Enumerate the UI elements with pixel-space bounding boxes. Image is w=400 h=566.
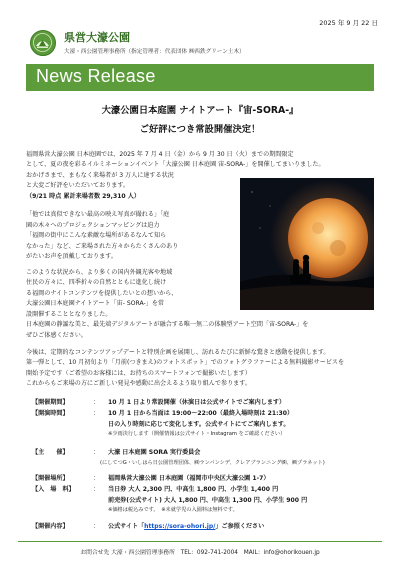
period-value: 10 月 1 日より常設開催（休演日は公式サイトでご案内します）	[108, 399, 286, 406]
body-line: と大変ご好評をいただいております。	[26, 182, 130, 189]
body-line: ぜひご体感ください。	[26, 332, 87, 339]
body-line: なかった」など、ご来場された方々からたくさんのあり	[26, 243, 179, 250]
body-line: る福岡のナイトコンテンツを提供したいとの想いから、	[26, 290, 178, 297]
park-logo-icon	[30, 30, 56, 56]
venue-label: 【開催場所】	[32, 475, 69, 482]
park-name: 県営大濠公園	[64, 31, 130, 44]
period-label: 【開催期間】	[32, 399, 69, 406]
body-line: このような状況から、より多くの国内外観光客や地域	[26, 269, 173, 276]
venue-value: 福岡県営大濠公園 日本庭園（福岡市中央区大濠公園 1-7）	[108, 475, 270, 482]
hours-label: 【開演時間】	[32, 410, 69, 417]
footer-divider	[18, 541, 382, 542]
content-label: 【開催内容】	[32, 523, 69, 530]
fee-label: 【入 場 料】	[32, 486, 75, 493]
hours-note: ※少雨決行します（開催情報は公式サイト・Instagram をご確認ください）	[108, 431, 286, 437]
hours-value: 10 月 1 日から当面は 19:00～22:00（最終入場時刻は 21:30）	[108, 410, 294, 417]
release-date: 2025 年 9 月 22 日	[319, 19, 378, 27]
headline-line-2: ご好評につき常設開催決定！	[139, 124, 261, 135]
body-line: これからもご来場の方にご新しい発見や感動に出会えるよう取り組んで参ります。	[26, 380, 251, 387]
body-line: がたいお声を頂戴しております。	[26, 253, 117, 260]
organizer-value: 大濠 日本庭園 SORA 実行委員会	[108, 449, 201, 456]
news-release-banner	[26, 64, 374, 91]
visitor-count: （9/21 時点 累計来場者数 29,310 人）	[26, 193, 140, 200]
body-line: おかげさまで、まもなく来場者が 3 万人に達する状況	[26, 172, 174, 179]
press-release-page: 2025 年 9 月 22 日 県営大濠公園 大濠・西公園管理事務所（指定管理者：代表団体 ㈱西鉄グリーン土木） News Release 大濠公園日本庭園 ナイトアート『宙-SORA-』 ご好評につき常設開催決定！ 福岡県営大濠公園 日本庭園では、2025 年 7 月 4 日（金）から 9 月 30 日（火）までの期間限定 として、夏の夜を彩るイルミネーションイベント「大濠公園 日本庭園 宙-SORA-」を開催してまいりました。 おかげさまで、まもなく来場者が 3 万人に達する状況 と大変ご好評をいただいております。 （9/21 時点 累計来場者数 29,310 人） 「他では真似できない最高の映え写真が撮れる」「庭 園の木々へのプロジェクションマッピングは迫力 「福岡の街中にこんな素敵な場所があるなんて知ら なかった」など、ご来場された方々からたくさんのあり がたいお声を頂戴しております。 このような状況から、より多くの国内外観光客や地域 住民の方々に、四季折々の自然とともに進化し続け る福岡のナイトコンテンツを提供したいとの想いから、 大濠公園日本庭園ナイトアート「宙- SORA-」を常 設開催することとなりました。 日本庭園の静謐な美と、最先端デジタルアートが融合する唯一無二の体験型アート空間「宙-SORA-」を ぜひご体感ください。 今後は、定期的なコンテンツアップデートと特別企画を展開し、訪れるたびに新鮮な驚きと感動を提供します。 第一弾として、10 月初旬より「月前(つきまえ)のフォトスポット」でのフォトグラファーによる無料撮影サービスを 開始予定です（ご希望のお客様には、お持ちのスマートフォンで撮影いたします） これからもご来場の方にご新しい発見や感動に出会えるよう取り組んで参ります。 【開催期間】 ： 10 月 1 日より常設開催（休演日は公式サイトでご案内します） 【開演時間】 ： 10 月 1 日から当面は 19:00～22:00（最終入場時刻は 21:30） 日の入り時刻に応じて変化します。公式サイトにてご案内します。 ※少雨決行します（開催情報は公式サイト・Instagram をご確認ください） 【主 催】 ： 大濠 日本庭園 SORA 実行委員会 (にしてつG・いしはら日公園管理団体、㈱ランバンシデ、クレアブランニング㈱、㈱プラネット) 【開催場所】 ： 福岡県営大濠公園 日本庭園（福岡市中央区大濠公園 1-7） 【入 場 料】 ： 当日券 大人 2,300 円、中高生 1,800 円、小学生 1,400 円 前売券(公式サイト) 大人 1,800 円、中高生 1,300 円、小学生 900 円 ※価格は税込みです。 ※未就学児の入園料は無料です。 【開催内容】 ： 公式サイト「https://sora-ohori.jp/」ご参照ください お問合せ先 大濠・西公園管理事務所 TEL：092-741-2004 MAIL：info@ohorikouen.jp	[0, 0, 400, 566]
body-line: 開始予定です（ご希望のお客様には、お持ちのスマートフォンで撮影いたします）	[26, 370, 251, 377]
body-line: 大濠公園日本庭園ナイトアート「宙- SORA-」を常	[26, 300, 165, 307]
content-value: 公式サイト「https://sora-ohori.jp/」ご参照ください	[108, 523, 265, 530]
night-art-photo	[240, 178, 374, 310]
organizer-label: 【主 催】	[32, 449, 69, 456]
body-line: 福岡県営大濠公園 日本庭園では、2025 年 7 月 4 日（金）から 9 月 30 日（火）までの期間限定	[26, 151, 294, 158]
body-line: 住民の方々に、四季折々の自然とともに進化し続け	[26, 279, 167, 286]
official-site-link[interactable]: https://sora-ohori.jp/	[144, 523, 216, 530]
hours-line2: 日の入り時刻に応じて変化します。公式サイトにてご案内します。	[108, 421, 290, 428]
management-office: 大濠・西公園管理事務所（指定管理者：代表団体 ㈱西鉄グリーン土木）	[64, 49, 245, 55]
body-line: 設開催することとなりました。	[26, 311, 112, 318]
fee-note: ※価格は税込みです。 ※未就学児の入園料は無料です。	[108, 507, 238, 513]
body-line: 園の木々へのプロジェクションマッピングは迫力	[26, 222, 160, 229]
body-line: 「福岡の街中にこんな素敵な場所があるなんて知ら	[26, 232, 167, 239]
headline-line-1: 大濠公園日本庭園 ナイトアート『宙-SORA-』	[101, 105, 299, 116]
banner-title: News Release	[36, 66, 156, 86]
fee-advance: 前売券(公式サイト) 大人 1,800 円、中高生 1,300 円、小学生 900 円	[108, 497, 308, 504]
body-line: として、夏の夜を彩るイルミネーションイベント「大濠公園 日本庭園 宙-SORA-」を開催してまいりました。	[26, 161, 325, 168]
body-line: 第一弾として、10 月初旬より「月前(つきまえ)のフォトスポット」でのフォトグラファーによる無料撮影サービスを	[26, 359, 345, 366]
fee-same-day: 当日券 大人 2,300 円、中高生 1,800 円、小学生 1,400 円	[108, 486, 279, 493]
body-line: 「他では真似できない最高の映え写真が撮れる」「庭	[26, 211, 170, 218]
contact-footer: お問合せ先 大濠・西公園管理事務所 TEL：092-741-2004 MAIL：info@ohorikouen.jp	[80, 550, 320, 556]
body-line: 今後は、定期的なコンテンツアップデートと特別企画を展開し、訪れるたびに新鮮な驚きと感動を提供します。	[26, 349, 330, 356]
organizer-members: (にしてつG・いしはら日公園管理団体、㈱ランバンシデ、クレアブランニング㈱、㈱プラネット)	[100, 460, 325, 466]
body-line: 日本庭園の静謐な美と、最先端デジタルアートが融合する唯一無二の体験型アート空間「宙-SORA-」を	[26, 321, 309, 328]
